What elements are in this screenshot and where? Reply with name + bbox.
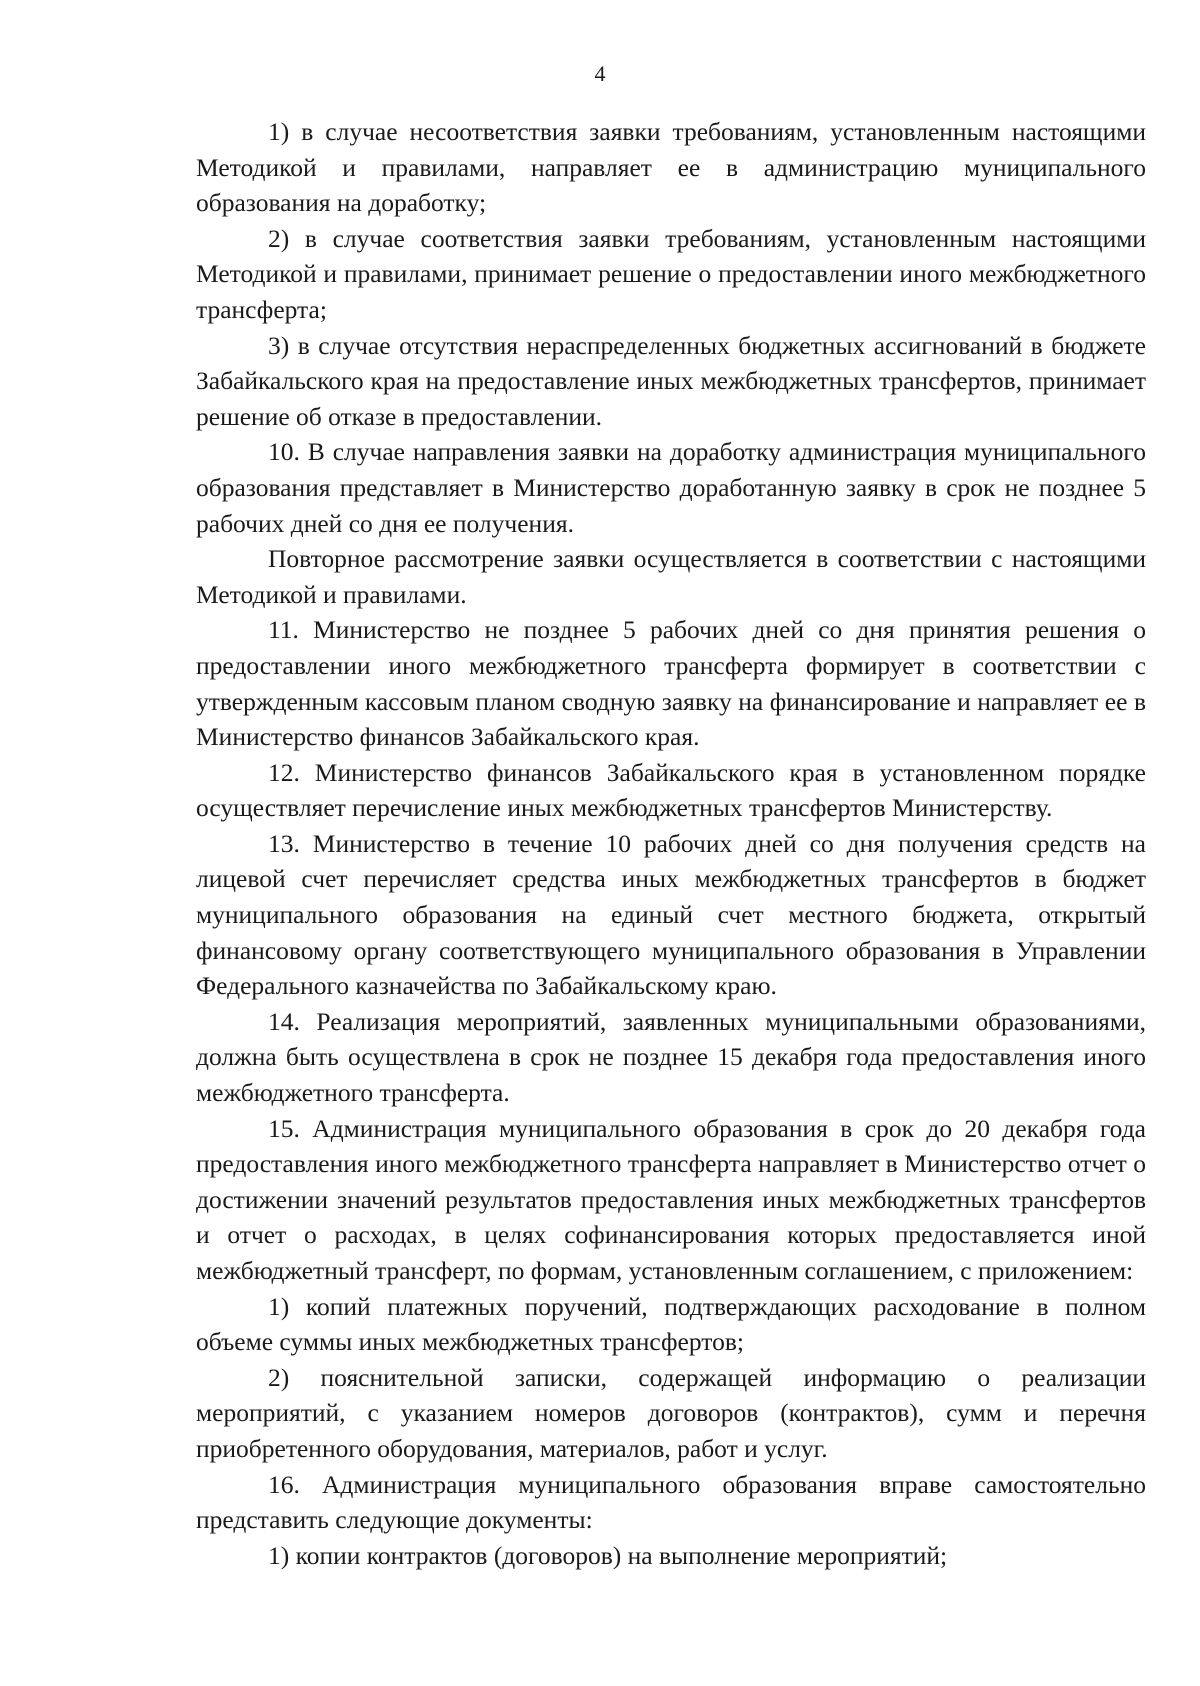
paragraph-15-item-2: 2) пояснительной записки, содержащей информацию о реализации мероприятий, с указанием номеров договоров (контрактов), сумм и перечня приобретенного оборудования, материалов, работ и услуг. bbox=[196, 1362, 1146, 1463]
paragraph-12: 12. Министерство финансов Забайкальского края в установленном порядке осуществляет перечисление иных межбюджетных трансфертов Министерству. bbox=[196, 757, 1146, 823]
paragraph-15-item-1: 1) копий платежных поручений, подтверждающих расходование в полном объеме суммы иных межбюджетных трансфертов; bbox=[196, 1291, 1146, 1357]
paragraph-11: 11. Министерство не позднее 5 рабочих дней со дня принятия решения о предоставлении иного межбюджетного трансферта формирует в соответствии с утвержденным кассовым планом сводную заявку на финансирование и направляет ее в Министерство финансов Забайкальского края. bbox=[196, 615, 1146, 752]
paragraph-item-3: 3) в случае отсутствия нераспределенных бюджетных ассигнований в бюджете Забайкальского края на предоставление иных межбюджетных трансфертов, принимает решение об отказе в предоставлении. bbox=[196, 330, 1146, 431]
paragraph-16-item-1: 1) копии контрактов (договоров) на выполнение мероприятий; bbox=[268, 1540, 948, 1570]
document-body bbox=[196, 114, 1146, 1573]
paragraph-10: 10. В случае направления заявки на доработку администрация муниципального образования представляет в Министерство доработанную заявку в срок не позднее 5 рабочих дней со дня ее получения. bbox=[196, 437, 1146, 538]
page-number: 4 bbox=[594, 61, 606, 86]
paragraph-item-1: 1) в случае несоответствия заявки требованиям, установленным настоящими Методикой и правилами, направляет ее в администрацию муниципального образования на доработку; bbox=[196, 117, 1146, 218]
paragraph-13: 13. Министерство в течение 10 рабочих дней со дня получения средств на лицевой счет перечисляет средства иных межбюджетных трансфертов в бюджет муниципального образования на единый счет местного бюджета, открытый финансовому органу соответствующего муниципального образования в Управлении Федерального казначейства по Забайкальскому краю. bbox=[196, 828, 1146, 1001]
paragraph-16: 16. Администрация муниципального образования вправе самостоятельно представить следующие документы: bbox=[196, 1469, 1146, 1535]
paragraph-item-2: 2) в случае соответствия заявки требованиям, установленным настоящими Методикой и правилами, принимает решение о предоставлении иного межбюджетного трансферта; bbox=[196, 223, 1146, 324]
paragraph-repeat-review: Повторное рассмотрение заявки осуществляется в соответствии с настоящими Методикой и правилами. bbox=[196, 544, 1146, 609]
paragraph-14: 14. Реализация мероприятий, заявленных муниципальными образованиями, должна быть осуществлена в срок не позднее 15 декабря года предоставления иного межбюджетного трансферта. bbox=[196, 1006, 1146, 1108]
paragraph-15: 15. Администрация муниципального образования в срок до 20 декабря года предоставления иного межбюджетного трансферта направляет в Министерство отчет о достижении значений результатов предоставления иных межбюджетных трансфертов и отчет о расходах, в целях софинансирования которых предоставляется иной межбюджетный трансферт, по формам, установленным соглашением, с приложением: bbox=[196, 1113, 1146, 1285]
